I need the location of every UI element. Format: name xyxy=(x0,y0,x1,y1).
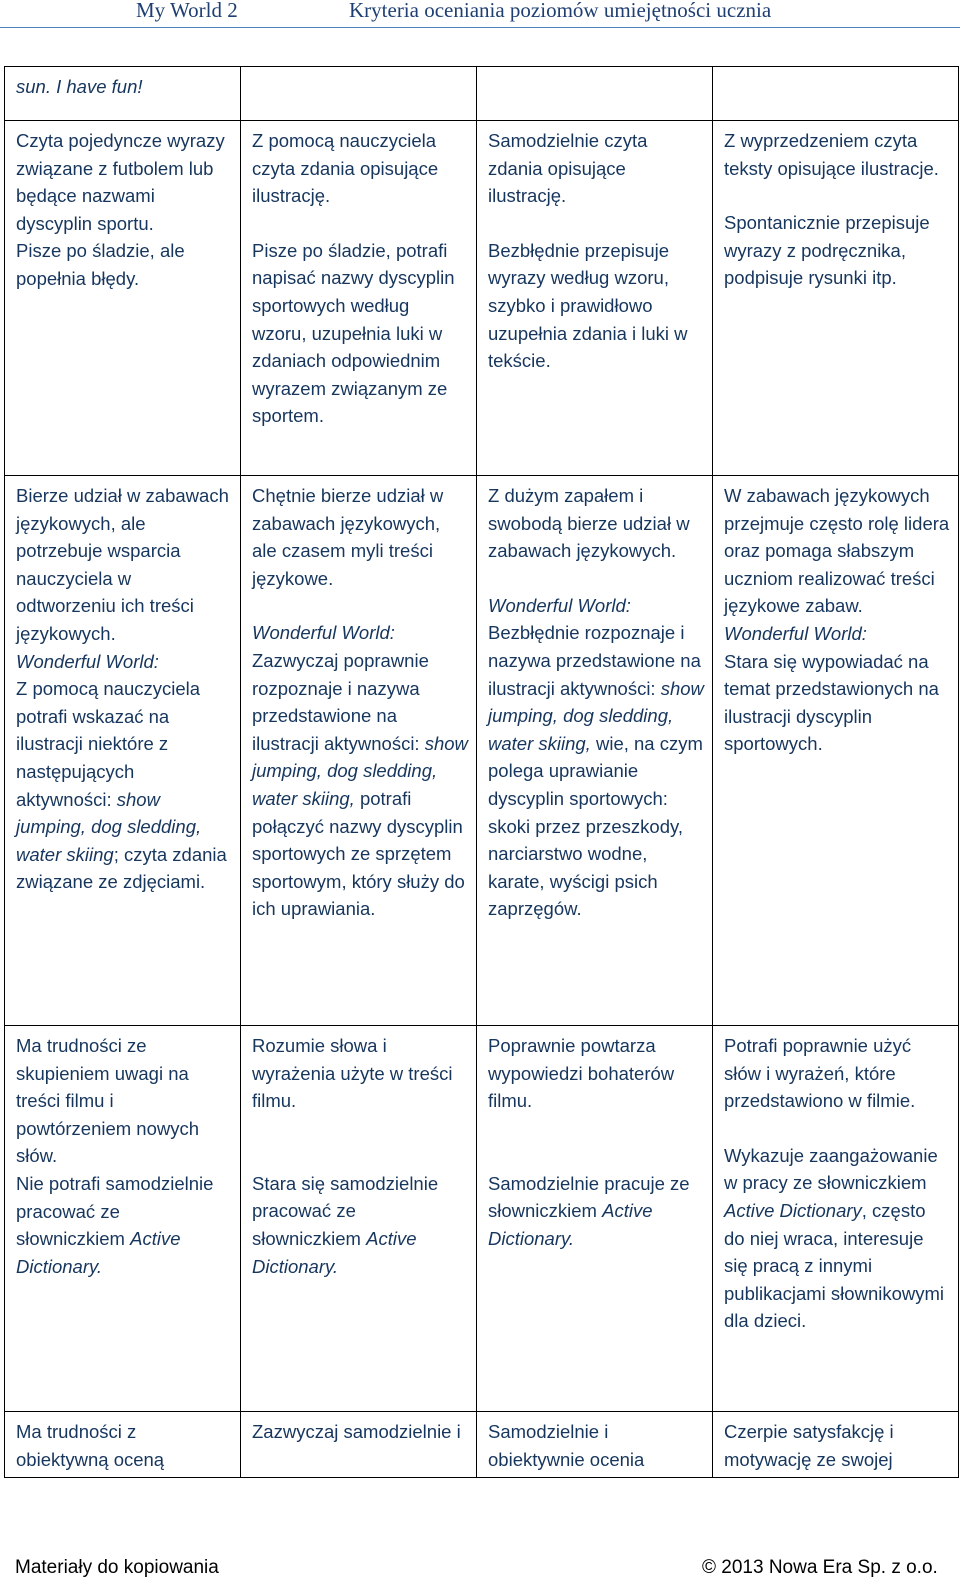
table-cell xyxy=(5,1026,241,1412)
cell-text-italic: Active Dictionary. xyxy=(488,1200,653,1249)
table-row xyxy=(5,1026,959,1412)
cell-text: Rozumie słowa i wyrażenia użyte w treści filmu. xyxy=(252,1035,453,1112)
cell-text: Stara się wypowiadać na temat przedstawionych na ilustracji dyscyplin sportowych. xyxy=(724,650,939,755)
cell-text: Bierze udział w zabawach językowych, ale potrzebuje wsparcia nauczyciela w odtworzeniu ich treści językowych. xyxy=(16,485,229,644)
cell-text: ; czyta zdania związane ze zdjęciami. xyxy=(16,843,227,893)
table-row xyxy=(5,476,959,1026)
cell-text-italic: Active Dictionary. xyxy=(16,1228,181,1277)
cell-text: Ma trudności ze skupieniem uwagi na treści filmu i powtórzeniem nowych słów. xyxy=(16,1035,200,1167)
table-cell xyxy=(477,1026,713,1412)
table-cell xyxy=(241,1026,477,1412)
cell-text: , często do niej wraca, interesuje się pracą z innymi publikacjami słownikowymi dla dzieci. xyxy=(724,1199,945,1332)
criteria-table xyxy=(4,66,959,1478)
table-cell xyxy=(477,67,713,121)
cell-text: Czyta pojedyncze wyrazy związane z futbolem lub będące nazwami dyscyplin sportu. xyxy=(16,130,225,234)
table-cell xyxy=(241,67,477,121)
wonderful-world-label: Wonderful World: xyxy=(724,622,867,644)
footer-copyright: © 2013 Nowa Era Sp. z o.o. xyxy=(702,1557,938,1578)
cell-text: Z dużym zapałem i swobodą bierze udział w zabawach językowych. xyxy=(488,485,690,562)
cell-text: Chętnie bierze udział w zabawach językowych, ale czasem myli treści językowe. xyxy=(252,485,444,589)
table-row xyxy=(5,121,959,476)
header-doc-title: Kryteria oceniania poziomów umiejętności ucznia xyxy=(349,0,772,22)
cell-text: wie, na czym polega uprawianie dyscyplin sportowych: skoki przez przeszkody, narciarstwo wodne, karate, wyścigi psich zaprzęgów. xyxy=(488,732,703,920)
cell-text: Potrafi poprawnie użyć słów i wyrażeń, które przedstawiono w filmie. xyxy=(724,1035,916,1112)
cell-text-italic: show jumping, dog sledding, water skiing, xyxy=(488,677,704,754)
cell-text: Bezbłędnie rozpoznaje i nazywa przedstawione na ilustracji aktywności: xyxy=(488,622,701,699)
cell-text: Czerpie satysfakcję i motywację ze swojej xyxy=(724,1421,894,1470)
cell-text: Zazwyczaj samodzielnie i xyxy=(252,1421,461,1442)
cell-text: Wykazuje zaangażowanie w pracy ze słowniczkiem xyxy=(724,1144,938,1194)
cell-text: Pisze po śladzie, potrafi napisać nazwy dyscyplin sportowych według wzoru, uzupełnia luki w zdaniach odpowiednim wyrazem związanym ze sportem. xyxy=(252,239,455,427)
cell-text: Pisze po śladzie, ale popełnia błędy. xyxy=(16,240,185,289)
cell-text: Stara się samodzielnie pracować ze słowniczkiem xyxy=(252,1172,439,1249)
table-cell xyxy=(713,67,959,121)
table-row xyxy=(5,1412,959,1478)
table-cell xyxy=(241,1412,477,1478)
cell-text: Spontanicznie przepisuje wyrazy z podręcznika, podpisuje rysunki itp. xyxy=(724,212,930,289)
cell-text: Poprawnie powtarza wypowiedzi bohaterów filmu. xyxy=(488,1035,675,1112)
table-cell xyxy=(477,476,713,1026)
cell-text-italic: Active Dictionary. xyxy=(252,1227,417,1277)
cell-text: Samodzielnie pracuje ze słowniczkiem xyxy=(488,1172,690,1222)
cell-text: potrafi połączyć nazwy dyscyplin sportowych ze sprzętem sportowym, który służy do ich uprawiania. xyxy=(252,787,465,920)
cell-text: W zabawach językowych przejmuje często rolę lidera oraz pomaga słabszym uczniom realizować treści językowe zabaw. xyxy=(724,485,950,617)
table-cell xyxy=(477,1412,713,1478)
header-rule xyxy=(0,27,960,28)
table-cell xyxy=(713,1026,959,1412)
cell-text: Samodzielnie i obiektywnie ocenia xyxy=(488,1421,645,1470)
cell-text: Z pomocą nauczyciela czyta zdania opisujące ilustrację. xyxy=(252,130,439,207)
cell-text-italic: show jumping, dog sledding, water skiing xyxy=(16,788,202,865)
table-cell xyxy=(241,121,477,476)
cell-text: Nie potrafi samodzielnie pracować ze słowniczkiem xyxy=(16,1172,214,1250)
table-cell xyxy=(241,476,477,1026)
table-cell xyxy=(713,121,959,476)
table-cell xyxy=(5,67,241,121)
cell-text: Zazwyczaj poprawnie rozpoznaje i nazywa przedstawione na ilustracji aktywności: xyxy=(252,649,429,754)
cell-text: sun. I have fun! xyxy=(16,76,143,97)
cell-text: Ma trudności z obiektywną oceną xyxy=(16,1421,165,1470)
wonderful-world-label: Wonderful World: xyxy=(252,622,395,644)
cell-text-italic: show jumping, dog sledding, water skiing, xyxy=(252,732,468,809)
header-book-title: My World 2 xyxy=(136,0,238,22)
table-cell xyxy=(5,121,241,476)
cell-text-italic: Active Dictionary xyxy=(724,1199,862,1221)
cell-text: Samodzielnie czyta zdania opisujące ilustrację. xyxy=(488,130,648,207)
table-row xyxy=(5,67,959,121)
footer-left: Materiały do kopiowania xyxy=(15,1557,219,1578)
table-cell xyxy=(5,476,241,1026)
page-header xyxy=(0,0,960,28)
cell-text: Z pomocą nauczyciela potrafi wskazać na ilustracji niektóre z następujących aktywności: xyxy=(16,678,201,810)
wonderful-world-label: Wonderful World: xyxy=(488,594,631,616)
table-cell xyxy=(713,476,959,1026)
table-cell xyxy=(5,1412,241,1478)
cell-text: Z wyprzedzeniem czyta teksty opisujące ilustracje. xyxy=(724,130,939,179)
wonderful-world-label: Wonderful World: xyxy=(16,650,159,672)
cell-text: Bezbłędnie przepisuje wyrazy według wzoru, szybko i prawidłowo uzupełnia zdania i luki w tekście. xyxy=(488,239,688,372)
table-cell xyxy=(713,1412,959,1478)
table-cell xyxy=(477,121,713,476)
